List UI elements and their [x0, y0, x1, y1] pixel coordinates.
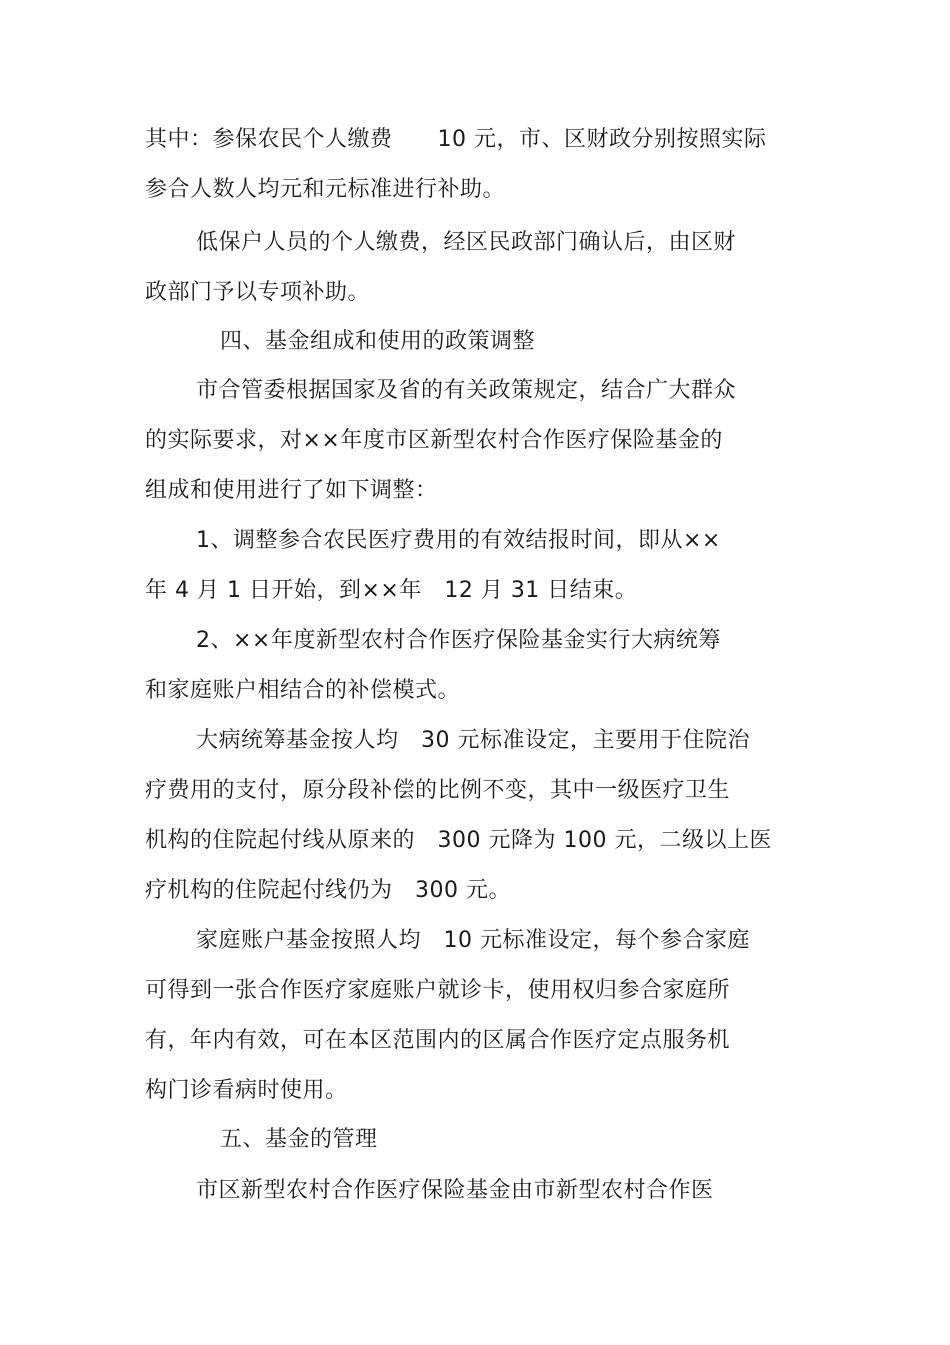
text-line-3: 低保户人员的个人缴费，经区民政部门确认后，由区财: [196, 230, 737, 255]
text-line-9: 1、调整参合农民医疗费用的有效结报时间，即从××: [196, 528, 721, 553]
section-heading-4: 四、基金组成和使用的政策调整: [220, 329, 536, 354]
text-line-2: 参合人数人均元和元标准进行补助。: [145, 177, 506, 202]
text-line-14: 疗费用的支付，原分段补偿的比例不变，其中一级医疗卫生: [145, 778, 731, 803]
text-line-20: 构门诊看病时使用。: [145, 1078, 348, 1103]
text-line-8: 组成和使用进行了如下调整：: [145, 478, 438, 503]
text-line-13: 大病统筹基金按人均 30 元标准设定，主要用于住院治: [196, 728, 750, 753]
section-heading-5: 五、基金的管理: [220, 1127, 378, 1152]
text-line-15: 机构的住院起付线从原来的 300 元降为 100 元，二级以上医: [145, 828, 772, 853]
text-line-4: 政部门予以专项补助。: [145, 280, 371, 305]
text-line-16: 疗机构的住院起付线仍为 300 元。: [145, 878, 511, 903]
text-line-17: 家庭账户基金按照人均 10 元标准设定，每个参合家庭: [196, 928, 750, 953]
text-line-18: 可得到一张合作医疗家庭账户就诊卡，使用权归参合家庭所: [145, 978, 731, 1003]
text-line-19: 有，年内有效，可在本区范围内的区属合作医疗定点服务机: [145, 1028, 731, 1053]
text-line-22: 市区新型农村合作医疗保险基金由市新型农村合作医: [196, 1178, 714, 1203]
text-line-1: 其中：参保农民个人缴费 10 元，市、区财政分别按照实际: [145, 127, 767, 152]
text-line-11: 2、××年度新型农村合作医疗保险基金实行大病统筹: [196, 628, 721, 653]
text-line-10: 年 4 月 1 日开始，到××年 12 月 31 日结束。: [145, 578, 638, 603]
text-line-7: 的实际要求，对××年度市区新型农村合作医疗保险基金的: [145, 428, 723, 453]
text-line-6: 市合管委根据国家及省的有关政策规定，结合广大群众: [196, 378, 737, 403]
text-line-12: 和家庭账户相结合的补偿模式。: [145, 678, 461, 703]
